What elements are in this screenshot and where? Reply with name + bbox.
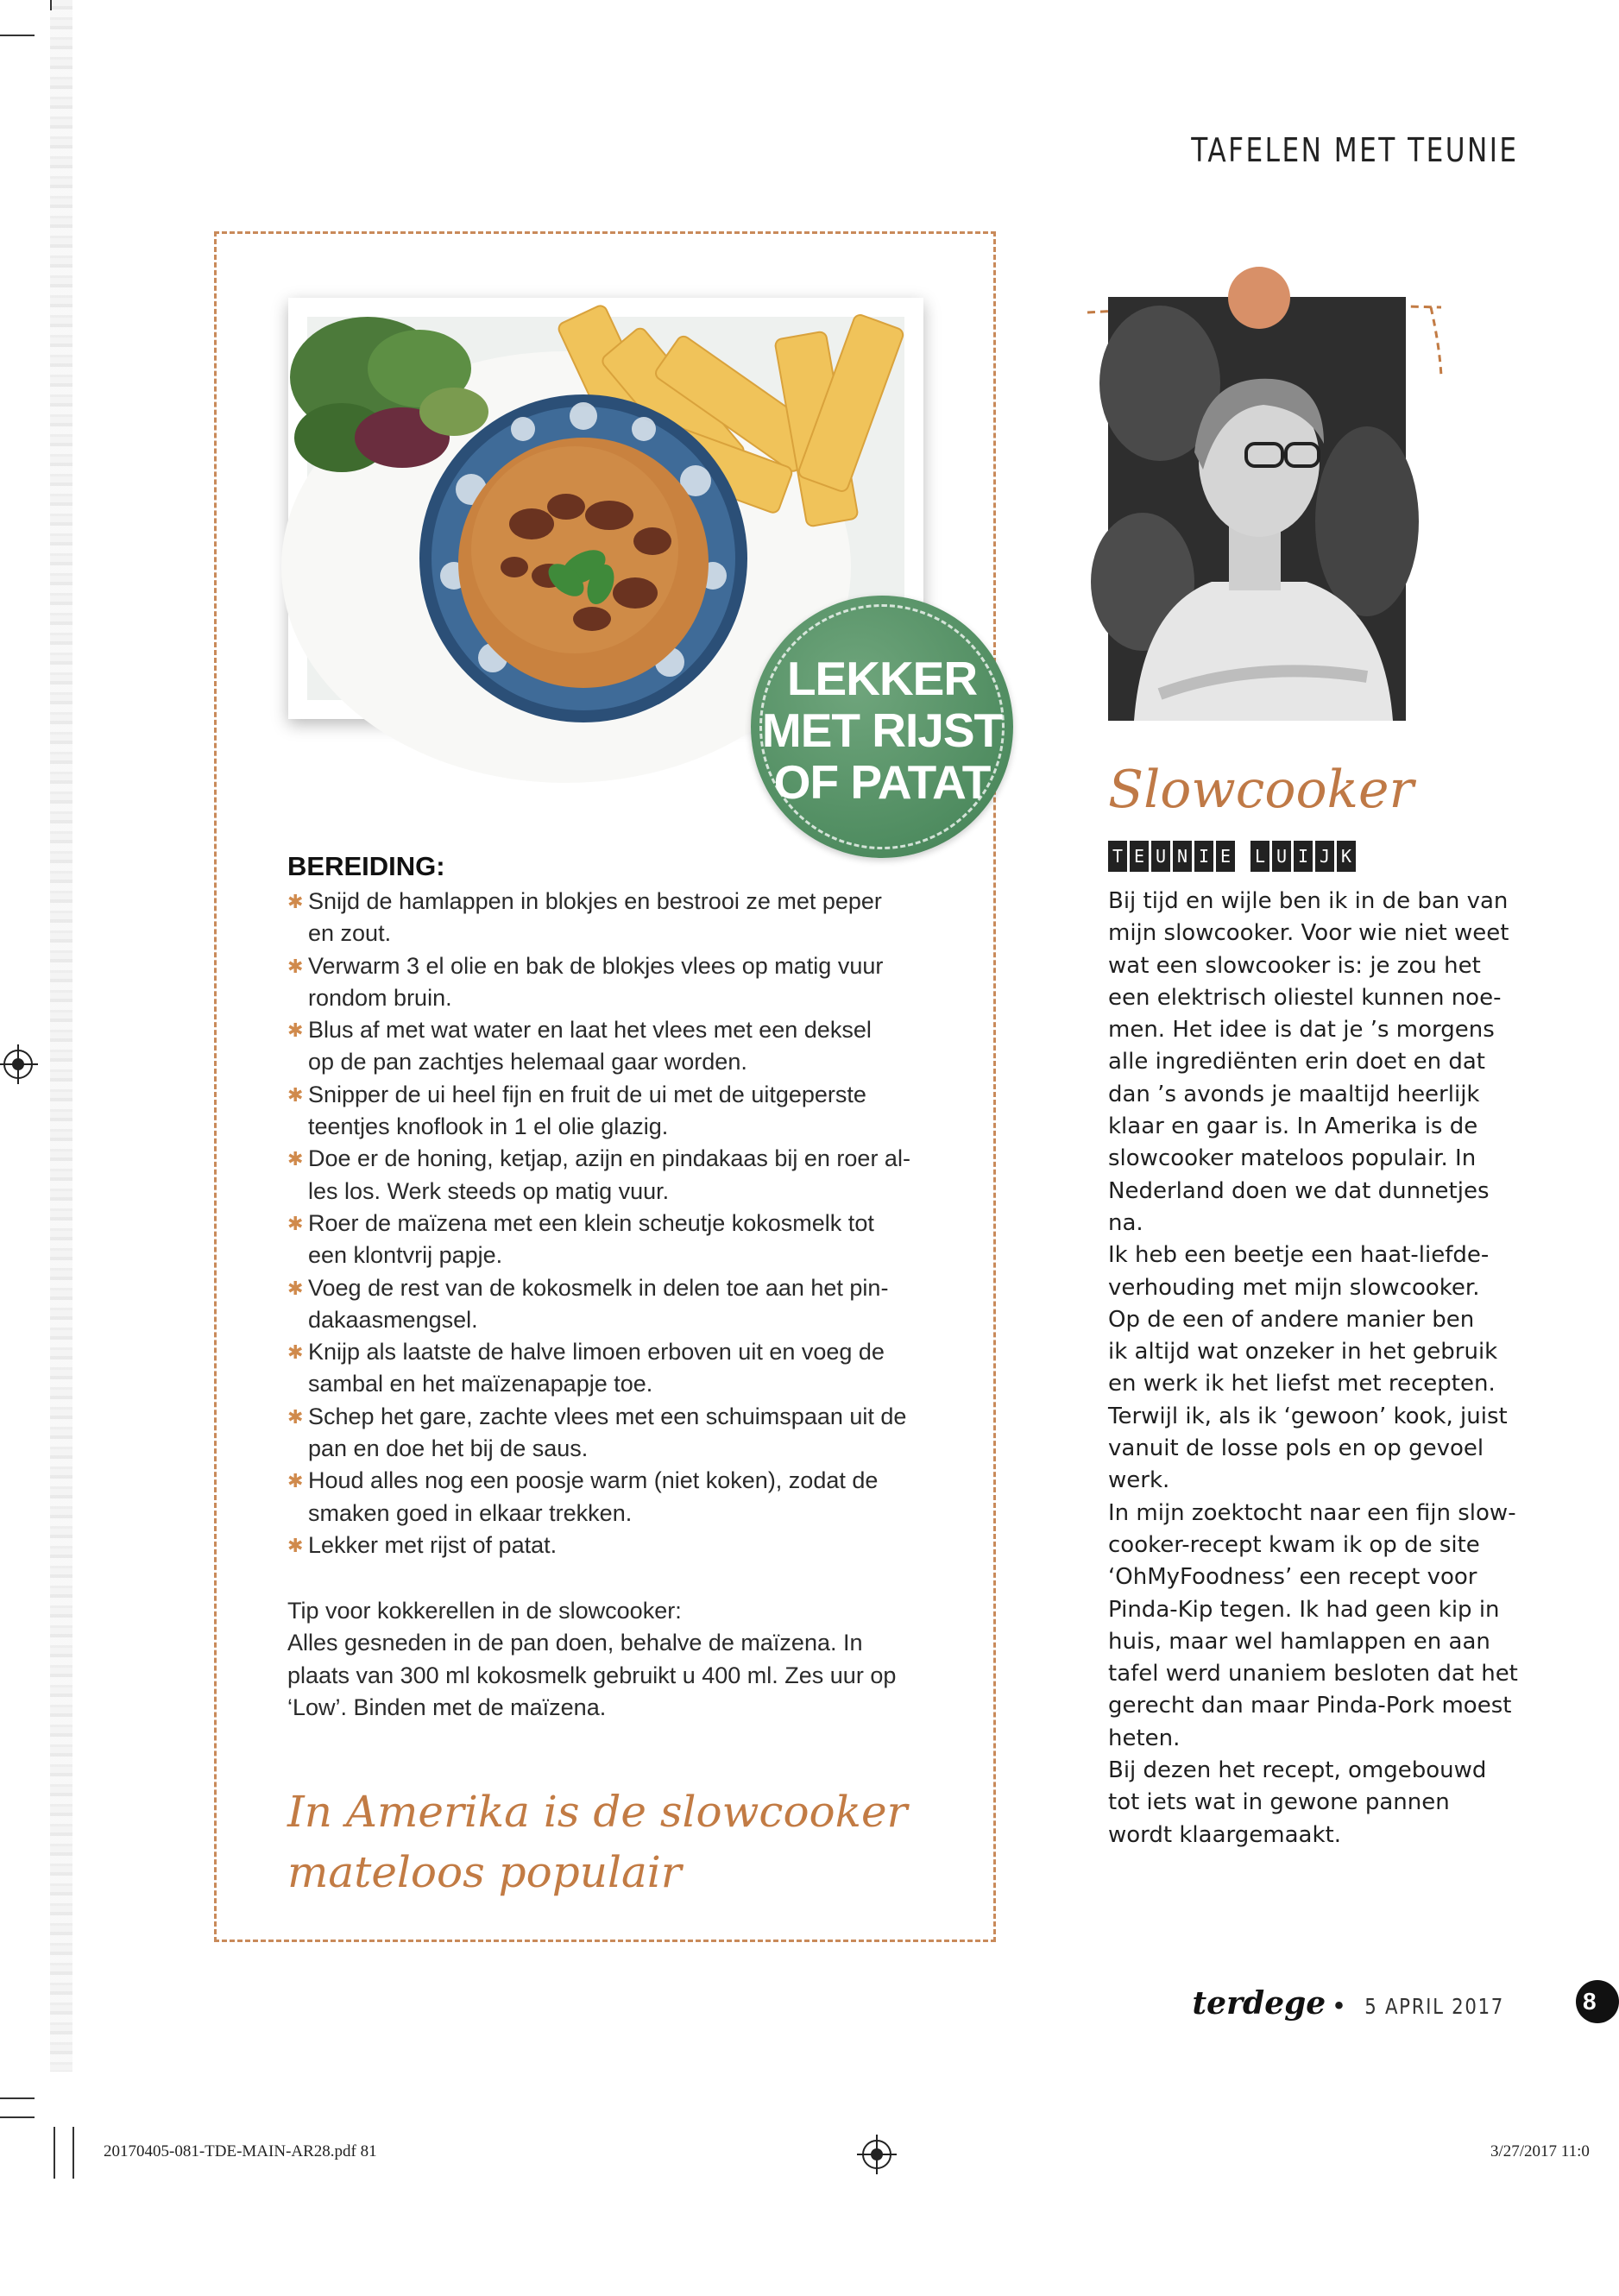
- author-letter-tile: L: [1250, 841, 1269, 872]
- recipe-step-line: Knijp als laatste de halve limoen erboven uit en voeg de: [308, 1339, 885, 1366]
- asterisk-bullet-icon: ✱: [287, 1212, 304, 1234]
- recipe-step-line: Snipper de ui heel fijn en fruit de ui met de uitgeperste: [308, 1081, 866, 1107]
- column-body-line: Bij tijd en wijle ben ik in de ban van: [1108, 888, 1509, 914]
- recipe-steps-heading: BEREIDING:: [287, 851, 445, 881]
- recipe-step-line: Schep het gare, zachte vlees met een schuimspaan uit de: [308, 1403, 907, 1429]
- column-body-line: wordt klaargemaakt.: [1108, 1821, 1341, 1848]
- recipe-step-line: les los. Werk steeds op matig vuur.: [308, 1177, 670, 1204]
- author-letter-tile: U: [1272, 841, 1291, 872]
- print-slug-date: 3/27/2017 11:0: [1490, 2142, 1590, 2160]
- column-body-line: Ik heb een beetje een haat-liefde-: [1108, 1242, 1490, 1269]
- asterisk-bullet-icon: ✱: [287, 1019, 304, 1042]
- author-letter-tile: E: [1130, 841, 1149, 872]
- column-body-line: verhouding met mijn slowcooker.: [1108, 1274, 1480, 1301]
- recipe-step: [287, 1208, 943, 1272]
- column-body-line: gerecht dan maar Pinda-Pork moest: [1108, 1693, 1512, 1719]
- column-body-line: tafel werd unaniem besloten dat het: [1108, 1661, 1518, 1687]
- badge-line: MET RIJST: [761, 703, 1003, 757]
- column-body-line: Terwijl ik, als ik ‘gewoon’ kook, juist: [1108, 1403, 1508, 1429]
- badge-line: LEKKER: [786, 652, 978, 705]
- registration-mark-icon: [862, 2140, 891, 2169]
- recipe-step-line: dakaasmengsel.: [308, 1306, 478, 1333]
- recipe-step: [287, 1272, 943, 1337]
- pull-quote: [287, 1782, 943, 1902]
- page-footer: [1193, 1985, 1516, 2022]
- column-body-line: ‘OhMyFoodness’ een recept voor: [1108, 1564, 1477, 1591]
- recipe-step-line: Verwarm 3 el olie en bak de blokjes vlees op matig vuur: [308, 952, 884, 979]
- column-body-line: slowcooker mateloos populair. In: [1108, 1145, 1477, 1172]
- tip-line: ‘Low’. Binden met de maïzena.: [287, 1694, 607, 1720]
- recipe-step-line: Lekker met rijst of patat.: [308, 1531, 558, 1558]
- recipe-step-line: smaken goed in elkaar trekken.: [308, 1499, 633, 1526]
- page-number: 8: [1576, 1980, 1619, 2023]
- column-body-line: cooker-recept kwam ik op de site: [1108, 1531, 1480, 1558]
- asterisk-bullet-icon: ✱: [287, 891, 304, 912]
- author-letter-tile: E: [1216, 841, 1235, 872]
- column-body-line: alle ingrediënten erin doet en dat: [1108, 1049, 1485, 1075]
- column-body-line: ik altijd wat onzeker in het gebruik: [1108, 1339, 1498, 1366]
- recipe-step-line: Roer de maïzena met een klein scheutje kokosmelk tot: [308, 1209, 874, 1236]
- column-title: Slowcooker: [1108, 760, 1414, 820]
- recipe-step-line: Houd alles nog een poosje warm (niet koken), zodat de: [308, 1467, 879, 1494]
- asterisk-bullet-icon: ✱: [287, 1148, 304, 1170]
- recipe-step: [287, 1014, 943, 1079]
- page-edge-texture: [50, 0, 72, 2072]
- author-letter-tile: I: [1294, 841, 1313, 872]
- asterisk-bullet-icon: ✱: [287, 1341, 304, 1364]
- asterisk-bullet-icon: ✱: [287, 1534, 304, 1556]
- recipe-step-line: en zout.: [308, 920, 392, 947]
- column-body-line: en werk ik het liefst met recepten.: [1108, 1371, 1496, 1397]
- author-letter-tile: U: [1151, 841, 1170, 872]
- column-body-line: werk.: [1108, 1467, 1170, 1494]
- author-portrait: [1108, 297, 1406, 721]
- column-body-line: men. Het idee is dat je ’s morgens: [1108, 1017, 1495, 1044]
- pin-dot-decoration: [1228, 267, 1290, 329]
- recipe-step: [287, 1143, 943, 1208]
- column-body: [1108, 886, 1522, 1851]
- column-body-line: wat een slowcooker is: je zou het: [1108, 952, 1481, 979]
- recipe-step: [287, 886, 943, 950]
- quote-line: mateloos populair: [287, 1847, 682, 1897]
- recipe-step: [287, 1079, 943, 1144]
- recipe-step-line: sambal en het maïzenapapje toe.: [308, 1371, 653, 1397]
- recipe-step-line: teentjes knoflook in 1 el olie glazig.: [308, 1113, 669, 1140]
- print-slug-filename: 20170405-081-TDE-MAIN-AR28.pdf 81: [104, 2142, 377, 2160]
- column-body-line: heten.: [1108, 1725, 1181, 1751]
- recipe-steps-list: [287, 886, 943, 1561]
- quote-line: In Amerika is de slowcooker: [287, 1787, 908, 1837]
- footer-separator: •: [1334, 1991, 1344, 2020]
- author-letter-tile: K: [1337, 841, 1356, 872]
- issue-date: 5 APRIL 2017: [1364, 1994, 1504, 2019]
- serving-suggestion-badge: [751, 596, 1013, 858]
- slowcooker-tip: [287, 1595, 943, 1724]
- crop-mark: [0, 2116, 35, 2118]
- badge-line: OF PATAT: [773, 755, 991, 809]
- column-body-line: tot iets wat in gewone pannen: [1108, 1789, 1450, 1816]
- author-name-tape: [1108, 841, 1356, 872]
- asterisk-bullet-icon: ✱: [287, 1083, 304, 1106]
- column-body-line: mijn slowcooker. Voor wie niet weet: [1108, 920, 1509, 947]
- recipe-step-line: rondom bruin.: [308, 984, 452, 1011]
- column-body-line: In mijn zoektocht naar een fijn slow-: [1108, 1499, 1516, 1526]
- column-body-line: een elektrisch oliestel kunnen noe-: [1108, 984, 1502, 1011]
- recipe-step-line: Snijd de hamlappen in blokjes en bestrooi ze met peper: [308, 888, 882, 914]
- recipe-step: [287, 1465, 943, 1530]
- recipe-step: [287, 950, 943, 1015]
- column-body-line: Op de een of andere manier ben: [1108, 1306, 1475, 1333]
- crop-mark: [72, 2127, 74, 2179]
- asterisk-bullet-icon: ✱: [287, 1405, 304, 1428]
- recipe-step-line: Blus af met wat water en laat het vlees met een deksel: [308, 1017, 872, 1044]
- asterisk-bullet-icon: ✱: [287, 1277, 304, 1299]
- column-body-line: huis, maar wel hamlappen en aan: [1108, 1628, 1490, 1655]
- author-letter-tile: I: [1194, 841, 1213, 872]
- tip-line: plaats van 300 ml kokosmelk gebruikt u 400 ml. Zes uur op: [287, 1662, 897, 1688]
- column-body-line: Pinda-Kip tegen. Ik had geen kip in: [1108, 1596, 1500, 1623]
- column-body-line: vanuit de losse pols en op gevoel: [1108, 1435, 1484, 1462]
- crop-mark: [0, 2097, 35, 2099]
- tip-line: Alles gesneden in de pan doen, behalve de maïzena. In: [287, 1630, 863, 1656]
- asterisk-bullet-icon: ✱: [287, 955, 304, 977]
- tip-line: Tip voor kokkerellen in de slowcooker:: [287, 1598, 682, 1624]
- recipe-step-line: pan en doe het bij de saus.: [308, 1435, 589, 1462]
- registration-mark-icon: [3, 1050, 33, 1079]
- recipe-step: [287, 1336, 943, 1401]
- crop-mark: [54, 2127, 55, 2179]
- column-body-line: klaar en gaar is. In Amerika is de: [1108, 1113, 1478, 1140]
- column-body-line: Bij dezen het recept, omgebouwd: [1108, 1757, 1487, 1784]
- recipe-step-line: Doe er de honing, ketjap, azijn en pindakaas bij en roer al-: [308, 1145, 910, 1172]
- column-body-line: Nederland doen we dat dunnetjes: [1108, 1177, 1490, 1204]
- column-body-line: dan ’s avonds je maaltijd heerlijk: [1108, 1081, 1480, 1107]
- magazine-brand: terdege: [1192, 1985, 1326, 2022]
- crop-mark: [50, 0, 52, 10]
- page-header-title: TAFELEN MET TEUNIE: [1191, 131, 1519, 169]
- author-letter-tile: T: [1108, 841, 1127, 872]
- author-letter-tile: N: [1173, 841, 1192, 872]
- asterisk-bullet-icon: ✱: [287, 1470, 304, 1492]
- recipe-step-line: Voeg de rest van de kokosmelk in delen toe aan het pin-: [308, 1274, 889, 1301]
- crop-mark: [0, 35, 35, 36]
- recipe-step-line: op de pan zachtjes helemaal gaar worden.: [308, 1049, 747, 1075]
- author-letter-tile: [1238, 841, 1248, 872]
- column-body-line: na.: [1108, 1209, 1143, 1236]
- author-letter-tile: J: [1315, 841, 1334, 872]
- recipe-step: [287, 1401, 943, 1466]
- recipe-step: [287, 1530, 943, 1561]
- recipe-step-line: een klontvrij papje.: [308, 1242, 503, 1269]
